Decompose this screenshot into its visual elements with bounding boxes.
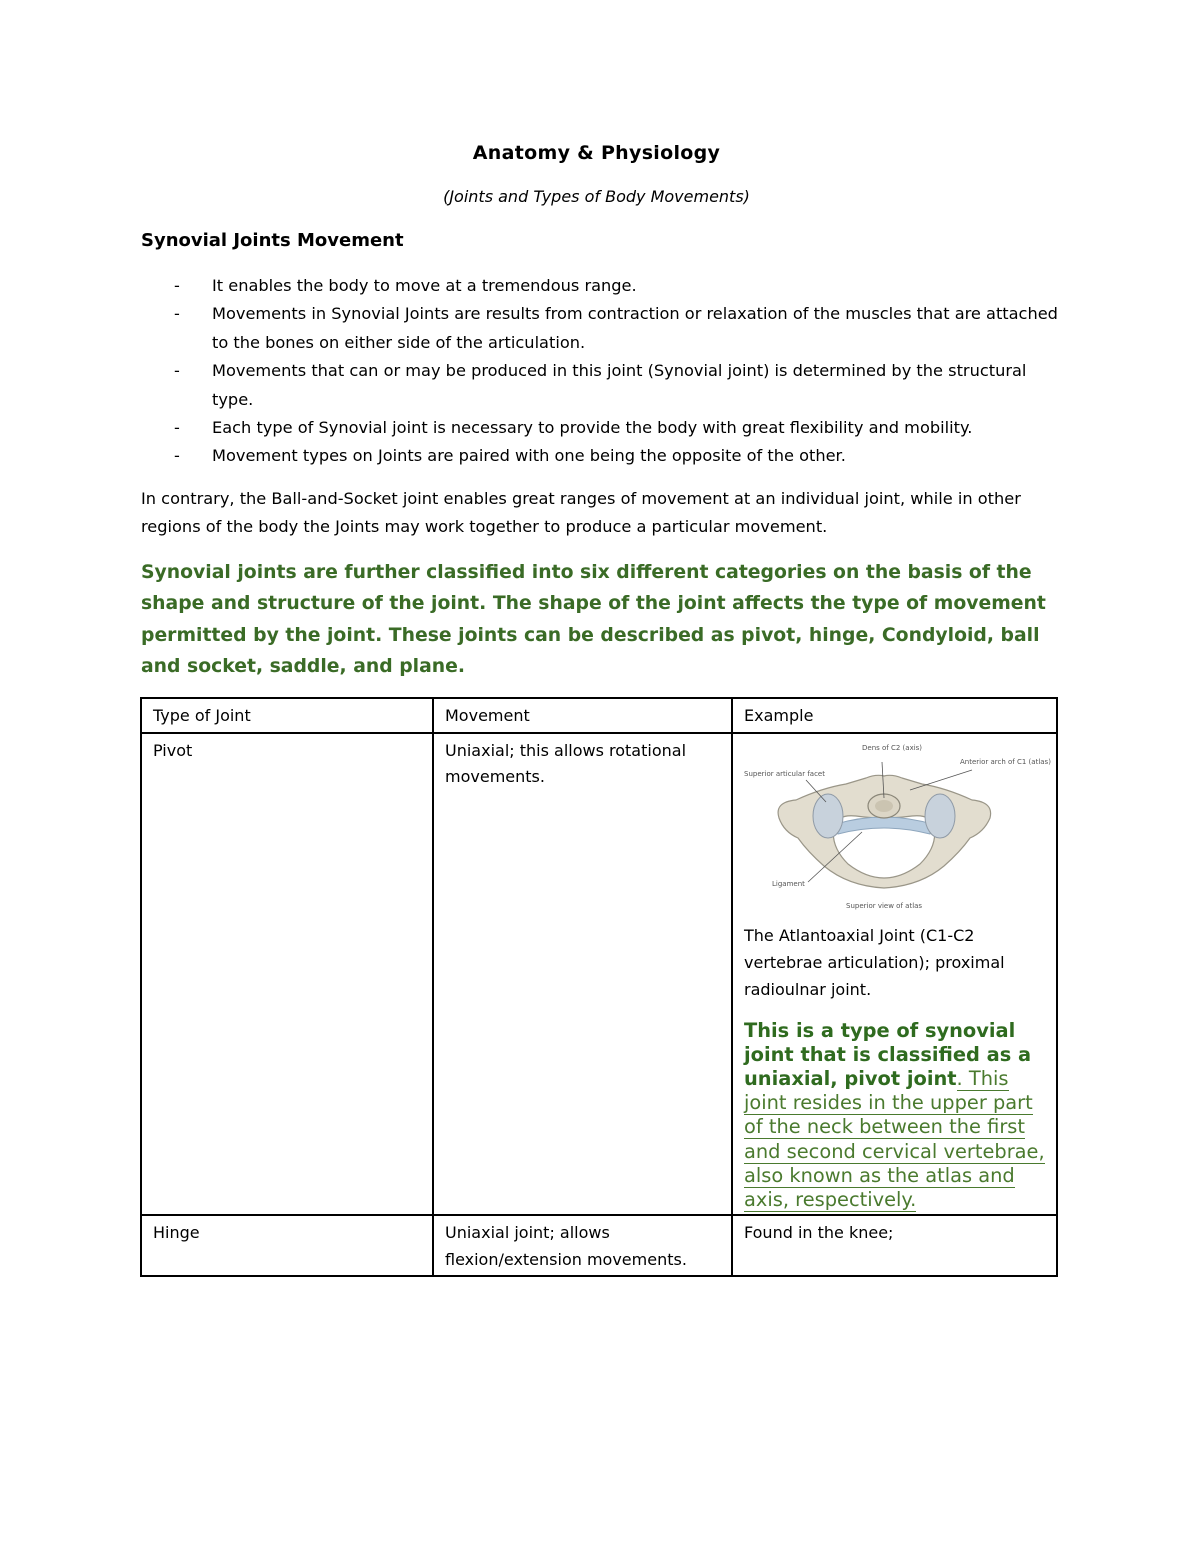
cell-example [732, 733, 1057, 1216]
dens-inner [875, 800, 893, 812]
table-header-row [141, 698, 1057, 733]
list-item-text: Movements that can or may be produced in this joint (Synovial joint) is determined by the structural type. [212, 361, 1027, 409]
label-anterior-arch: Anterior arch of C1 (atlas) [960, 757, 1051, 766]
atlas-vertebra-diagram [734, 740, 1051, 918]
label-dens: Dens of C2 (axis) [862, 743, 923, 752]
dash-marker: - [174, 446, 180, 466]
example-note-bold: This is a type of synovial joint that is classified as a uniaxial, pivot joint [744, 1018, 1032, 1090]
cell-movement: Uniaxial; this allows rotational movements. [433, 733, 732, 1216]
label-ligament: Ligament [772, 879, 805, 888]
cell-type: Hinge [141, 1215, 433, 1276]
list-item-text: Each type of Synovial joint is necessary to provide the body with great flexibility and mobility. [212, 418, 973, 438]
header-cell-type: Type of Joint [141, 698, 433, 733]
list-item [141, 300, 1071, 357]
section-heading: Synovial Joints Movement [141, 230, 404, 251]
leader-line [910, 770, 972, 790]
left-articular-facet [813, 794, 843, 838]
body-paragraph: In contrary, the Ball-and-Socket joint enables great ranges of movement at an individual joint, while in other regions of the body the Joints may work together to produce a particular movement. [141, 489, 1021, 537]
list-item [141, 272, 1071, 300]
cell-example: Found in the knee; [732, 1215, 1057, 1276]
label-superior-facet: Superior articular facet [744, 769, 825, 778]
right-articular-facet [925, 794, 955, 838]
document-title: Anatomy & Physiology [472, 142, 721, 164]
diagram-caption: Superior view of atlas [846, 901, 923, 910]
list-item [141, 414, 1071, 442]
example-note-rest: . This joint resides in the upper part of the neck between the first and second cervical vertebrae, also known as the atlas and axis, respectively. [744, 1066, 1045, 1211]
table-row [141, 1215, 1057, 1276]
header-cell-example: Example [732, 698, 1057, 733]
document-subtitle: (Joints and Types of Body Movements) [443, 187, 750, 206]
joints-table [140, 697, 1058, 1277]
cell-movement: Uniaxial joint; allows flexion/extension movements. [433, 1215, 732, 1276]
list-item [141, 357, 1071, 414]
list-item-text: Movement types on Joints are paired with one being the opposite of the other. [212, 446, 846, 466]
bullet-list [141, 272, 1071, 471]
dash-marker: - [174, 276, 180, 295]
dash-marker: - [174, 361, 180, 381]
list-item-text: Movements in Synovial Joints are results from contraction or relaxation of the muscles that are attached to the bones on either side of the articulation. [212, 304, 1058, 352]
table-row [141, 733, 1057, 1216]
header-cell-movement: Movement [433, 698, 732, 733]
example-note [744, 1019, 1045, 1213]
dash-marker: - [174, 304, 180, 324]
dash-marker: - [174, 418, 180, 438]
list-item [141, 442, 1071, 470]
cell-type: Pivot [141, 733, 433, 1216]
list-item-text: It enables the body to move at a tremendous range. [212, 276, 637, 295]
highlight-paragraph: Synovial joints are further classified into six different categories on the basis of the shape and structure of the joint. The shape of the joint affects the type of movement permitted by the joint. These joints can be described as pivot, hinge, Condyloid, ball and socket, saddle, and plane. [141, 562, 1046, 677]
example-text: The Atlantoaxial Joint (C1-C2 vertebrae articulation); proximal radioulnar joint. [744, 925, 1005, 999]
